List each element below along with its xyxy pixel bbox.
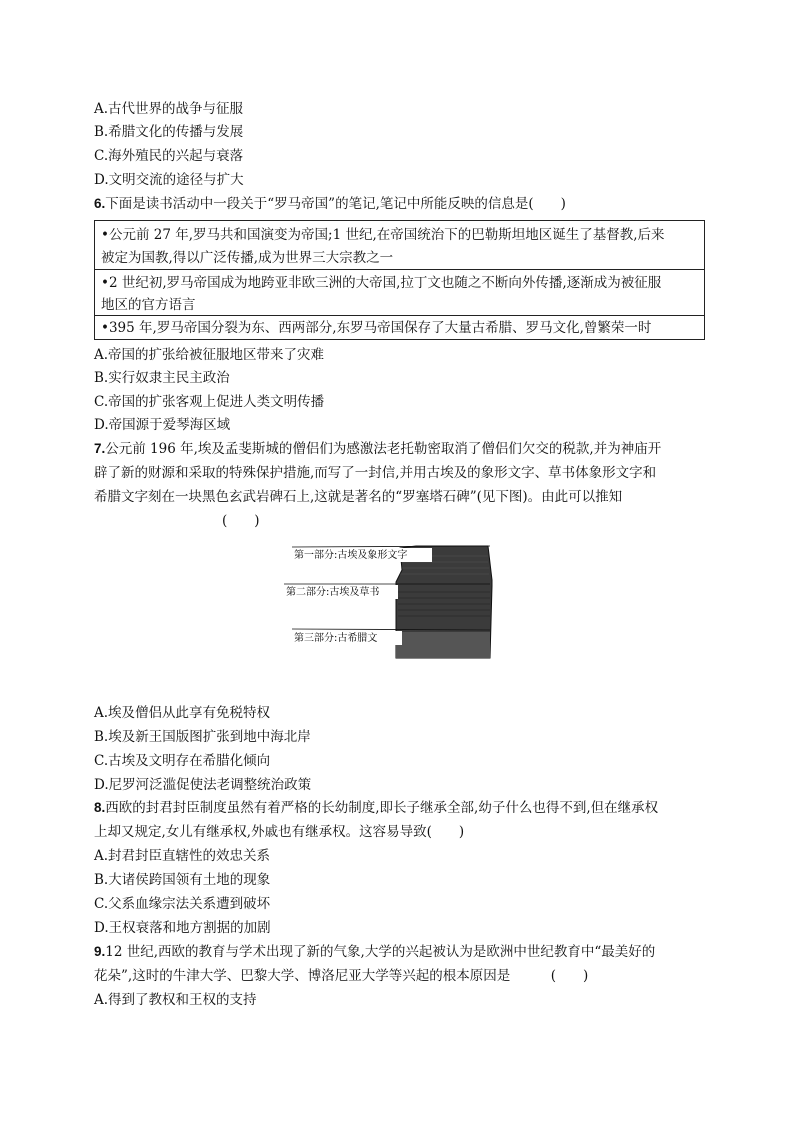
q9-number: 9. bbox=[94, 944, 106, 959]
q8-option-c: C.父系血缘宗法关系遭到破坏 bbox=[94, 896, 271, 912]
q6-note-line-1: •公元前 27 年,罗马共和国演变为帝国;1 世纪,在帝国统治下的巴勒斯坦地区诞生了基督教,后来 bbox=[101, 227, 665, 243]
q7-number: 7. bbox=[94, 441, 106, 456]
stone-greek-section bbox=[396, 632, 490, 658]
q8-number: 8. bbox=[94, 800, 106, 815]
q7-option-c: C.古埃及文明存在希腊化倾向 bbox=[94, 753, 271, 769]
q6-option-c: C.帝国的扩张客观上促进人类文明传播 bbox=[94, 394, 325, 410]
q7-stem-line-1 bbox=[94, 438, 661, 460]
q8-option-b: B.大诸侯跨国领有土地的现象 bbox=[94, 872, 271, 888]
q7-option-d: D.尼罗河泛滥促使法老调整统治政策 bbox=[94, 777, 312, 793]
q7-option-a: A.埃及僧侣从此享有免税特权 bbox=[94, 705, 271, 721]
q8-stem-text: 西欧的封君封臣制度虽然有着严格的长幼制度,即长子继承全部,幼子什么也得不到,但在继承权 bbox=[105, 800, 659, 816]
q6-number: 6. bbox=[94, 196, 106, 211]
q9-stem-text: 12 世纪,西欧的教育与学术出现了新的气象,大学的兴起被认为是欧洲中世纪教育中“最美好的 bbox=[105, 944, 656, 960]
q6-note-line-2: 被定为国教,得以广泛传播,成为世界三大宗教之一 bbox=[101, 250, 394, 266]
q7-answer-blank: ( ) bbox=[222, 513, 260, 529]
q6-option-b: B.实行奴隶主民主政治 bbox=[94, 370, 230, 386]
q6-note-separator bbox=[95, 315, 704, 316]
q7-stem-text: 公元前 196 年,埃及孟斐斯城的僧侣们为感激法老托勒密取消了僧侣们欠交的税款,并为神庙开 bbox=[105, 441, 662, 457]
q6-stem bbox=[94, 193, 566, 215]
q7-stem-line-2: 辟了新的财源和采取的特殊保护措施,而写了一封信,并用古埃及的象形文字、草书体象形文字和 bbox=[94, 465, 657, 481]
q9-option-a: A.得到了教权和王权的支持 bbox=[94, 992, 257, 1008]
q5-option-a: A.古代世界的战争与征服 bbox=[94, 101, 244, 117]
figure-label-part-2: 第二部分:古埃及草书 bbox=[286, 587, 380, 598]
q7-stem-line-3: 希腊文字刻在一块黑色玄武岩碑石上,这就是著名的“罗塞塔石碑”(见下图)。由此可以推知 bbox=[94, 489, 623, 505]
q6-option-d: D.帝国源于爱琴海区域 bbox=[94, 417, 231, 433]
q6-option-a: A.帝国的扩张给被征服地区带来了灾难 bbox=[94, 347, 325, 363]
figure-label-part-1: 第一部分:古埃及象形文字 bbox=[294, 550, 408, 561]
q6-note-separator bbox=[95, 269, 704, 270]
q6-note-line-4: 地区的官方语言 bbox=[101, 297, 196, 313]
q5-option-c: C.海外殖民的兴起与衰落 bbox=[94, 148, 244, 164]
q5-option-d: D.文明交流的途径与扩大 bbox=[94, 172, 244, 188]
q8-stem-line-2: 上却又规定,女儿有继承权,外戚也有继承权。这容易导致( ) bbox=[94, 824, 465, 840]
q6-note-box bbox=[94, 220, 705, 340]
q6-stem-text: 下面是读书活动中一段关于“罗马帝国”的笔记,笔记中所能反映的信息是( ) bbox=[105, 196, 566, 212]
q5-option-b: B.希腊文化的传播与发展 bbox=[94, 124, 244, 140]
q9-stem-line-2: 花朵”,这时的牛津大学、巴黎大学、博洛尼亚大学等兴起的根本原因是 ( ) bbox=[94, 968, 589, 984]
rosetta-stone-figure bbox=[284, 540, 524, 690]
q8-option-d: D.王权衰落和地方割据的加剧 bbox=[94, 920, 271, 936]
figure-label-part-3: 第三部分:古希腊文 bbox=[294, 633, 378, 644]
q6-note-line-3: •2 世纪初,罗马帝国成为地跨亚非欧三洲的大帝国,拉丁文也随之不断向外传播,逐渐成为被征服 bbox=[101, 275, 662, 291]
q9-stem-line-1 bbox=[94, 941, 655, 963]
q8-option-a: A.封君封臣直辖性的效忠关系 bbox=[94, 848, 271, 864]
q6-note-line-5: •395 年,罗马帝国分裂为东、西两部分,东罗马帝国保存了大量古希腊、罗马文化,曾繁荣一时 bbox=[101, 320, 652, 336]
q7-option-b: B.埃及新王国版图扩张到地中海北岸 bbox=[94, 729, 311, 745]
q8-stem-line-1 bbox=[94, 797, 658, 819]
